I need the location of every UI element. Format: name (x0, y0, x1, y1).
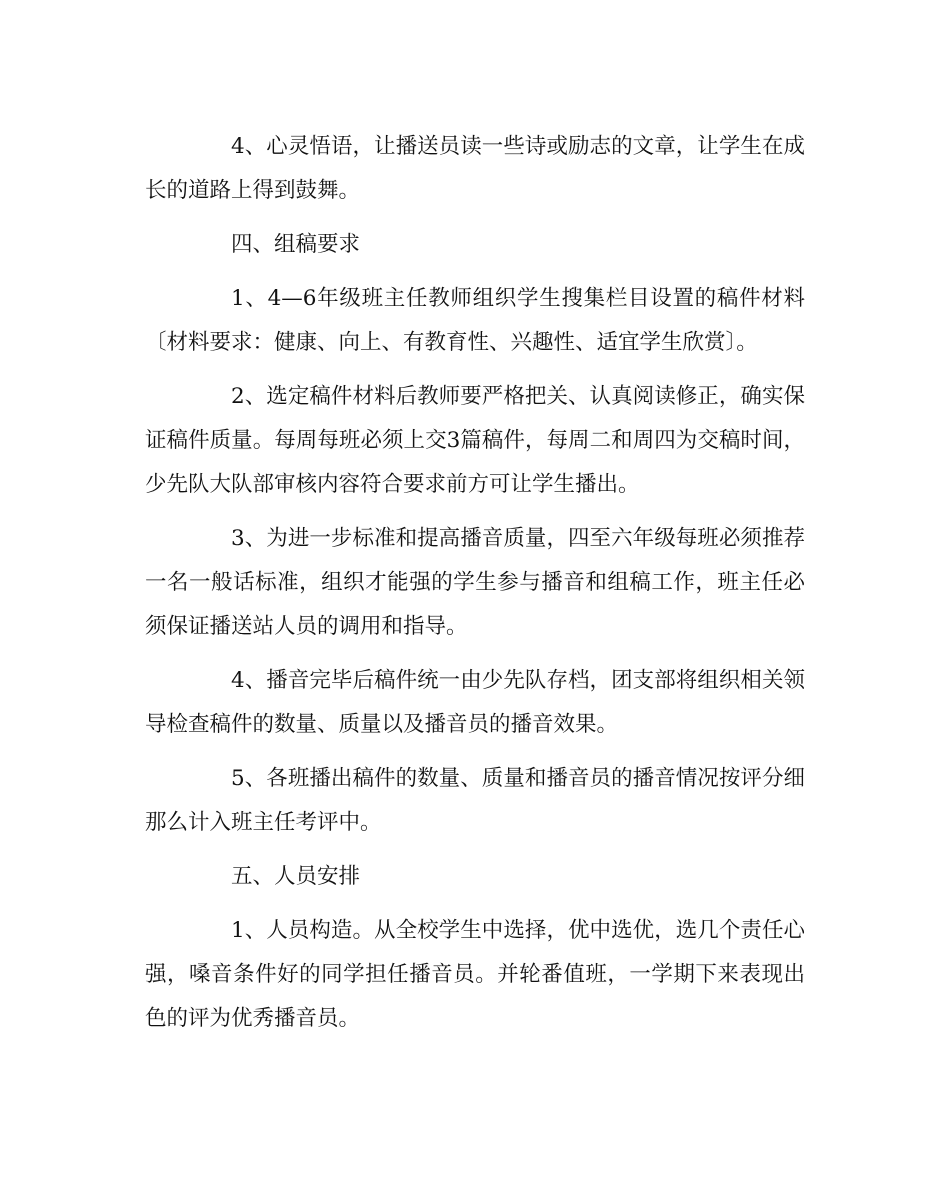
paragraph-requirement-3: 3、为进一步标准和提高播音质量，四至六年级每班必须推荐一名一般话标准，组织才能强的学生参与播音和组稿工作，班主任必须保证播送站人员的调用和指导。 (145, 526, 805, 639)
document-body (145, 125, 805, 1051)
paragraph-requirement-4: 4、播音完毕后稿件统一由少先队存档，团支部将组织相关领导检查稿件的数量、质量以及播音员的播音效果。 (145, 668, 805, 737)
section-heading-submission-requirements: 四、组稿要求 (231, 232, 361, 257)
section-heading-staffing: 五、人员安排 (231, 864, 361, 889)
paragraph-requirement-2: 2、选定稿件材料后教师要严格把关、认真阅读修正，确实保证稿件质量。每周每班必须上交3篇稿件，每周二和周四为交稿时间，少先队大队部审核内容符合要求前方可让学生播出。 (145, 384, 805, 497)
paragraph-requirement-5: 5、各班播出稿件的数量、质量和播音员的播音情况按评分细那么计入班主任考评中。 (145, 766, 805, 835)
paragraph-requirement-1: 1、4—6年级班主任教师组织学生搜集栏目设置的稿件材料〔材料要求：健康、向上、有教育性、兴趣性、适宜学生欣赏〕。 (145, 286, 805, 355)
paragraph-staffing-1: 1、人员构造。从全校学生中选择，优中选优，选几个责任心强，嗓音条件好的同学担任播音员。并轮番值班，一学期下来表现出色的评为优秀播音员。 (145, 918, 805, 1031)
paragraph-heart-words: 4、心灵悟语，让播送员读一些诗或励志的文章，让学生在成长的道路上得到鼓舞。 (145, 134, 805, 203)
